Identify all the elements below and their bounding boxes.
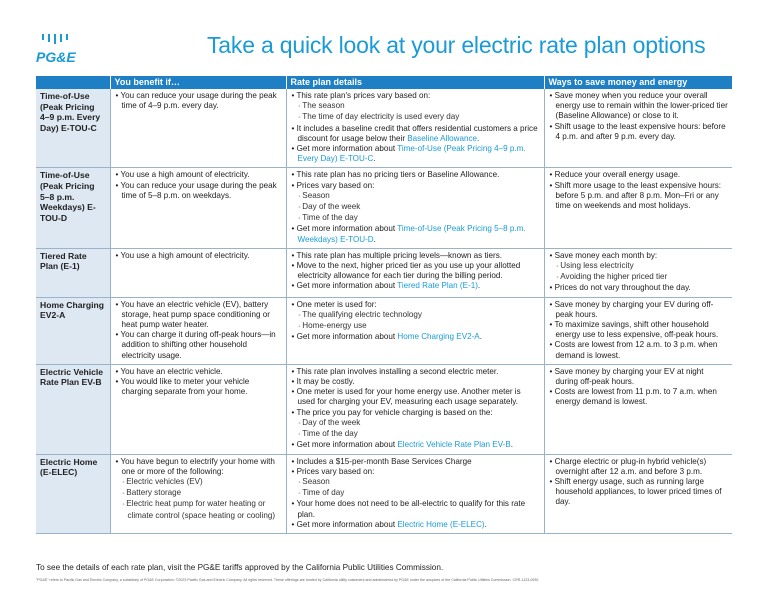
- bullet-text: This rate plan has multiple pricing levels—known as tiers.: [296, 250, 503, 260]
- bullet-text: Get more information about: [296, 519, 398, 529]
- bullet-text: Electric vehicles (EV): [126, 476, 203, 486]
- bullet-text: This rate plan involves installing a second electric meter.: [296, 366, 499, 376]
- bullet-text: Home-energy use: [302, 321, 367, 331]
- bullet-item: [291, 124, 540, 144]
- bullet-text: One meter is used for your home energy use. Another meter is used for charging your EV, measuring each usage separately.: [296, 387, 521, 407]
- benefit-cell: [110, 364, 286, 454]
- link-suffix: .: [373, 234, 376, 244]
- plan-name: Electric Vehicle Rate Plan EV-B: [36, 364, 110, 454]
- bullet-text: This rate plan's prices vary based on:: [296, 91, 431, 100]
- plan-name: Time-of-Use (Peak Pricing 5–8 p.m. Weekdays) E-TOU-D: [36, 168, 110, 248]
- bullet-item: [549, 367, 729, 387]
- details-cell: [286, 248, 544, 297]
- benefit-cell: [110, 89, 286, 168]
- table-row: [36, 248, 732, 297]
- bullet-text: You have begun to electrify your home with one or more of the following:: [120, 456, 275, 476]
- plan-info-link[interactable]: Electric Home (E-ELEC): [397, 519, 485, 529]
- bullet-text: Electric heat pump for water heating or climate control (space heating or cooling): [126, 499, 276, 520]
- bullet-text: To maximize savings, shift other household energy use to less expensive, off-peak hours.: [554, 320, 719, 340]
- save-cell: [544, 248, 732, 297]
- link-suffix: .: [477, 133, 480, 143]
- sub-bullet: [549, 272, 729, 283]
- bullet-text: Costs are lowest from 11 p.m. to 7 a.m. when energy demand is lowest.: [554, 387, 717, 407]
- link-suffix: .: [373, 154, 376, 164]
- details-cell: [286, 364, 544, 454]
- bullet-item: [115, 330, 282, 361]
- bullet-text: Get more information about: [296, 224, 398, 234]
- benefit-cell: [110, 248, 286, 297]
- bullet-text: Reduce your overall energy usage.: [554, 170, 681, 180]
- save-cell: [544, 168, 732, 248]
- plan-info-link[interactable]: Time-of-Use (Peak Pricing 4–9 p.m. Every Day) E-TOU-C: [297, 144, 526, 164]
- sub-bullet: [115, 488, 282, 499]
- bullet-text: The time of day electricity is used every day: [302, 112, 460, 122]
- bullet-item: [115, 170, 282, 180]
- bullet-text: Time of day: [302, 488, 345, 498]
- save-cell: [544, 297, 732, 364]
- table-row: [36, 168, 732, 248]
- bullet-item: [291, 408, 540, 418]
- sub-bullet: [115, 499, 282, 520]
- bullet-item: [549, 477, 729, 508]
- bullet-item: [115, 181, 282, 201]
- bullet-text: Get more information about: [296, 440, 398, 450]
- bullet-item: [291, 332, 540, 342]
- sub-bullet: [291, 202, 540, 213]
- bullet-text: The price you pay for vehicle charging is based on the:: [296, 407, 493, 417]
- sub-bullet: [291, 429, 540, 440]
- bullet-item: [549, 457, 729, 477]
- plan-info-link[interactable]: Tiered Rate Plan (E-1): [397, 281, 478, 291]
- sub-bullet: [291, 477, 540, 488]
- bullet-text: One meter is used for:: [296, 299, 377, 309]
- bullet-text: The qualifying electric technology: [302, 309, 422, 319]
- bullet-text: You would like to meter your vehicle charging separate from your home.: [120, 377, 250, 397]
- bullet-item: [291, 499, 540, 519]
- save-cell: [544, 454, 732, 533]
- plan-info-link[interactable]: Baseline Allowance: [407, 133, 478, 143]
- link-suffix: .: [477, 281, 481, 291]
- table-row: [36, 297, 732, 364]
- page-title: Take a quick look at your electric rate plan options: [207, 32, 706, 58]
- header-plan: [36, 76, 110, 89]
- bullet-item: [291, 387, 540, 407]
- sub-bullet: [291, 213, 540, 224]
- bullet-text: Time of the day: [302, 429, 358, 439]
- bullet-item: [291, 170, 540, 180]
- bullet-text: Season: [302, 476, 330, 486]
- bullet-item: [549, 300, 729, 320]
- bullet-text: Get more information about: [296, 281, 398, 291]
- bullet-text: Prices do not vary throughout the day.: [554, 283, 691, 293]
- svg-text:PG&E: PG&E: [36, 49, 76, 64]
- bullet-item: [115, 300, 282, 331]
- sub-bullet: [291, 112, 540, 123]
- bullet-text: Get more information about: [296, 332, 398, 342]
- bullet-item: [291, 91, 540, 101]
- details-cell: [286, 454, 544, 533]
- plan-info-link[interactable]: Home Charging EV2-A: [397, 332, 480, 342]
- bullet-text: You can charge it during off-peak hours—in addition to shifting other household electricity usage.: [120, 330, 276, 360]
- bullet-item: [115, 251, 282, 261]
- bullet-item: [549, 251, 729, 261]
- benefit-cell: [110, 454, 286, 533]
- link-suffix: .: [510, 440, 513, 450]
- bullet-text: Costs are lowest from 12 a.m. to 3 p.m. when demand is lowest.: [554, 340, 718, 360]
- plan-name: Tiered Rate Plan (E-1): [36, 248, 110, 297]
- bullet-text: Using less electricity: [560, 261, 634, 271]
- bullet-item: [549, 181, 729, 212]
- bullet-item: [291, 300, 540, 310]
- bullet-text: Shift energy usage, such as running large household appliances, to lower priced times of day.: [554, 476, 722, 507]
- plan-name: Home Charging EV2-A: [36, 297, 110, 364]
- details-cell: [286, 297, 544, 364]
- bullet-item: [291, 467, 540, 477]
- bullet-item: [115, 367, 282, 377]
- sub-bullet: [291, 321, 540, 332]
- save-cell: [544, 364, 732, 454]
- table-row: [36, 364, 732, 454]
- bullet-text: Avoiding the higher priced tier: [560, 272, 668, 282]
- bullet-item: [549, 91, 729, 122]
- bullet-text: Save money by charging your EV at night during off-peak hours.: [554, 366, 704, 387]
- bullet-text: Shift usage to the least expensive hours: before 4 p.m. and after 9 p.m. every day.: [554, 121, 726, 141]
- bullet-item: [291, 251, 540, 261]
- bullet-item: [291, 520, 540, 530]
- bullet-item: [549, 122, 729, 142]
- table-row: [36, 454, 732, 533]
- plan-name: Time-of-Use (Peak Pricing 4–9 p.m. Every Day) E-TOU-C: [36, 89, 110, 168]
- benefit-cell: [110, 168, 286, 248]
- header-benefit: You benefit if…: [110, 76, 286, 89]
- plan-info-link[interactable]: Electric Vehicle Rate Plan EV-B: [397, 440, 511, 450]
- link-suffix: .: [484, 519, 487, 529]
- plan-info-link[interactable]: Time-of-Use (Peak Pricing 5–8 p.m. Weekdays) E-TOU-D: [297, 224, 526, 244]
- table-header-row: [36, 76, 732, 89]
- sub-bullet: [115, 477, 282, 488]
- link-suffix: .: [479, 332, 482, 342]
- bullet-text: You can reduce your usage during the peak time of 5–8 p.m. on weekdays.: [120, 180, 277, 200]
- plan-name: Electric Home (E-ELEC): [36, 454, 110, 533]
- bullet-text: Shift more usage to the least expensive hours: before 5 p.m. and after 8 p.m. Mon–Fri or any time on weekends and most holidays.: [554, 180, 722, 211]
- bullet-text: Prices vary based on:: [296, 180, 375, 190]
- bullet-item: [549, 283, 729, 293]
- bullet-text: You can reduce your usage during the peak time of 4–9 p.m. every day.: [120, 91, 277, 111]
- bullet-text: Save money when you reduce your overall energy use to remain within the lower-priced tier (Baseline Allowance) or close to it.: [554, 91, 728, 121]
- bullet-text: It includes a baseline credit that offers residential customers a price discount for usage below their: [296, 123, 538, 143]
- bullet-text: Battery storage: [126, 488, 182, 498]
- bullet-item: [291, 181, 540, 191]
- details-cell: [286, 168, 544, 248]
- sub-bullet: [291, 418, 540, 429]
- bullet-text: This rate plan has no pricing tiers or Baseline Allowance.: [296, 170, 500, 180]
- rate-plan-table: [36, 76, 733, 534]
- sub-bullet: [291, 101, 540, 112]
- bullet-text: Charge electric or plug-in hybrid vehicle(s) overnight after 12 a.m. and before 3 p.m.: [554, 456, 707, 476]
- bullet-text: You use a high amount of electricity.: [120, 170, 250, 180]
- bullet-item: [291, 281, 540, 291]
- sub-bullet: [291, 488, 540, 499]
- bullet-item: [291, 224, 540, 244]
- bullet-item: [115, 377, 282, 397]
- footer-note: To see the details of each rate plan, visit the PG&E tariffs approved by the California Public Utilities Commission.: [36, 563, 444, 572]
- bullet-item: [291, 144, 540, 164]
- bullet-text: Get more information about: [296, 144, 398, 154]
- table-row: [36, 89, 732, 168]
- bullet-text: You have an electric vehicle.: [120, 366, 223, 376]
- bullet-item: [291, 377, 540, 387]
- bullet-text: The season: [302, 101, 345, 111]
- bullet-item: [291, 440, 540, 450]
- sub-bullet: [549, 261, 729, 272]
- bullet-text: You have an electric vehicle (EV), battery storage, heat pump space conditioning or heat pump water heater.: [120, 299, 270, 330]
- fine-print: "PG&E" refers to Pacific Gas and Electric Company, a subsidiary of PG&E Corporation. ©2023 Pacific Gas and Electric Company. All rights reserved. These offerings are funded by California utility customers and administered by PG&E under the auspices of the California Public Utilities Commission. CRR-1123-0930: [36, 578, 539, 582]
- bullet-item: [291, 457, 540, 467]
- bullet-text: Your home does not need to be all-electric to qualify for this rate plan.: [296, 499, 526, 519]
- bullet-text: Save money each month by:: [554, 250, 658, 260]
- bullet-text: You use a high amount of electricity.: [120, 250, 250, 260]
- bullet-text: Save money by charging your EV during off-peak hours.: [554, 299, 714, 319]
- pge-logo: [36, 34, 84, 64]
- bullet-item: [549, 340, 729, 360]
- bullet-text: Day of the week: [302, 417, 361, 427]
- bullet-text: It may be costly.: [296, 377, 355, 387]
- bullet-text: Includes a $15-per-month Base Services Charge: [296, 456, 472, 466]
- save-cell: [544, 89, 732, 168]
- bullet-item: [549, 320, 729, 340]
- header-details: Rate plan details: [286, 76, 544, 89]
- bullet-text: Day of the week: [302, 202, 361, 212]
- bullet-text: Move to the next, higher priced tier as you use up your allotted electricity allowance for each tier during the billing period.: [296, 261, 521, 281]
- header-save: Ways to save money and energy: [544, 76, 732, 89]
- details-cell: [286, 89, 544, 168]
- bullet-text: Prices vary based on:: [296, 466, 375, 476]
- benefit-cell: [110, 297, 286, 364]
- bullet-item: [115, 91, 282, 111]
- sub-bullet: [291, 191, 540, 202]
- bullet-item: [115, 457, 282, 477]
- bullet-item: [549, 387, 729, 407]
- bullet-item: [291, 367, 540, 377]
- bullet-text: Season: [302, 190, 330, 200]
- bullet-item: [291, 261, 540, 281]
- bullet-item: [549, 170, 729, 180]
- sub-bullet: [291, 310, 540, 321]
- bullet-text: Time of the day: [302, 213, 358, 223]
